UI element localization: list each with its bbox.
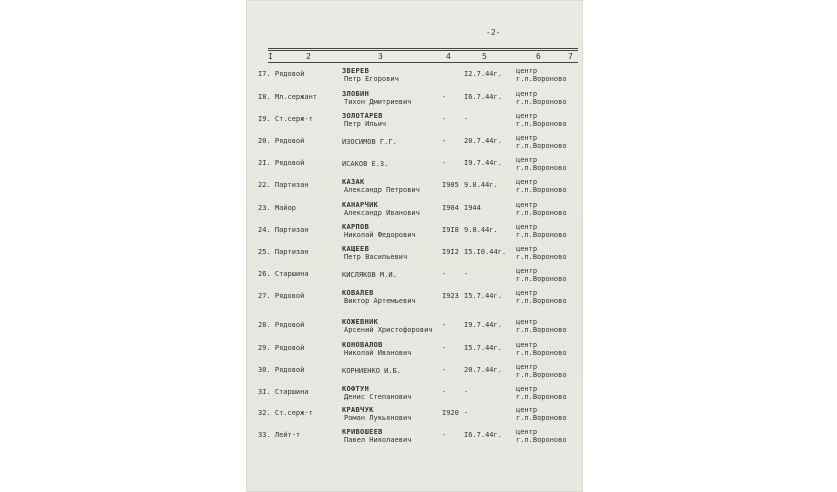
record-burial-locality: г.п.Вороново — [516, 231, 567, 239]
record-burial-place: центр — [516, 90, 538, 98]
record-rank: 27. Рядовой — [258, 292, 305, 300]
record-date: I6.7.44г. — [464, 431, 502, 439]
record-date: 20.7.44г. — [464, 137, 502, 145]
record-row — [246, 363, 583, 385]
record-row — [246, 201, 583, 223]
record-burial-locality: г.п.Вороново — [516, 436, 567, 444]
record-given-name: Николай Иванович — [344, 349, 412, 357]
record-burial-locality: г.п.Вороново — [516, 414, 567, 422]
header-rule-bottom — [268, 62, 578, 63]
record-rank: 26. Старшина — [258, 270, 309, 278]
record-birth-year: - — [442, 431, 447, 439]
record-burial-place: центр — [516, 363, 538, 371]
record-birth-year: - — [442, 137, 447, 145]
record-rank: 23. Майор — [258, 204, 296, 212]
record-birth-year: - — [442, 366, 447, 374]
record-row — [246, 112, 583, 134]
record-rank: 30. Рядовой — [258, 366, 305, 374]
record-row — [246, 341, 583, 363]
page-number: -2- — [486, 28, 501, 37]
record-birth-year: I920 — [442, 409, 459, 417]
record-burial-locality: г.п.Вороново — [516, 186, 567, 194]
record-burial-locality: г.п.Вороново — [516, 349, 567, 357]
header-rule-top — [268, 48, 578, 49]
record-rank: 22. Партизан — [258, 181, 309, 189]
record-burial-place: центр — [516, 178, 538, 186]
record-rank: 32. Ст.серж-т — [258, 409, 313, 417]
record-burial-locality: г.п.Вороново — [516, 75, 567, 83]
record-rank: 20. Рядовой — [258, 137, 305, 145]
record-burial-locality: г.п.Вороново — [516, 297, 567, 305]
record-surname: ЗВЕРЕВ — [342, 67, 370, 75]
record-burial-locality: г.п.Вороново — [516, 120, 567, 128]
record-surname: КОНОВАЛОВ — [342, 341, 383, 349]
record-given-name: Роман Лукьянович — [344, 414, 412, 422]
record-surname: КОФТУН — [342, 385, 370, 393]
record-row — [246, 90, 583, 112]
record-burial-locality: г.п.Вороново — [516, 142, 567, 150]
record-date: I944 — [464, 204, 481, 212]
record-burial-place: центр — [516, 245, 538, 253]
column-number: 6 — [536, 52, 541, 61]
record-given-name: Виктор Артемьевич — [344, 297, 416, 305]
record-date: I9.7.44г. — [464, 159, 502, 167]
record-row — [246, 223, 583, 245]
record-given-name: Петр Васильевич — [344, 253, 408, 261]
record-birth-year: I9I2 — [442, 248, 459, 256]
record-rank: I9. Ст.серж-т — [258, 115, 313, 123]
column-number: 4 — [446, 52, 451, 61]
record-given-name: Петр Ильич — [344, 120, 387, 128]
record-birth-year: I905 — [442, 181, 459, 189]
record-birth-year: - — [442, 344, 447, 352]
record-rank: 2I. Рядовой — [258, 159, 305, 167]
record-burial-locality: г.п.Вороново — [516, 371, 567, 379]
record-surname: КОЖЕВНИК — [342, 318, 379, 326]
record-date: 20.7.44г. — [464, 366, 502, 374]
record-burial-place: центр — [516, 156, 538, 164]
header-rule-top-double — [268, 50, 578, 51]
record-surname: ЗОЛОТАРЕВ — [342, 112, 383, 120]
record-rank: 29. Рядовой — [258, 344, 305, 352]
record-rank: 25. Партизан — [258, 248, 309, 256]
record-birth-year: - — [442, 270, 447, 278]
record-row — [246, 156, 583, 178]
column-number: 7 — [568, 52, 573, 61]
record-row — [246, 385, 583, 407]
record-date: I5.I0.44г. — [464, 248, 507, 256]
record-rank: I7. Рядовой — [258, 70, 305, 78]
record-row — [246, 178, 583, 200]
record-row — [246, 318, 583, 340]
record-date: - — [464, 115, 469, 123]
record-birth-year: - — [442, 321, 447, 329]
record-date: - — [464, 388, 469, 396]
record-row — [246, 267, 583, 289]
record-rank: 28. Рядовой — [258, 321, 305, 329]
record-surname: КИСЛЯКОВ М.И. — [342, 271, 397, 279]
record-rank: 3I. Старшина — [258, 388, 309, 396]
record-given-name: Арсений Христофорович — [344, 326, 433, 334]
column-number: 2 — [306, 52, 311, 61]
record-burial-place: центр — [516, 385, 538, 393]
record-birth-year: - — [442, 115, 447, 123]
record-birth-year: - — [442, 93, 447, 101]
record-surname: КРИВОШЕЕВ — [342, 428, 383, 436]
record-birth-year: I904 — [442, 204, 459, 212]
record-row — [246, 289, 583, 311]
record-birth-year: - — [442, 388, 447, 396]
record-burial-place: центр — [516, 201, 538, 209]
record-surname: КАЩЕЕВ — [342, 245, 370, 253]
record-row — [246, 134, 583, 156]
record-burial-place: центр — [516, 289, 538, 297]
record-rank: 33. Лейт-т — [258, 431, 301, 439]
record-burial-place: центр — [516, 223, 538, 231]
record-birth-year: I9I8 — [442, 226, 459, 234]
record-date: I6.7.44г. — [464, 93, 502, 101]
record-birth-year: - — [442, 159, 447, 167]
column-number: 3 — [378, 52, 383, 61]
document-page — [246, 0, 583, 492]
record-given-name: Александр Иванович — [344, 209, 420, 217]
record-row — [246, 245, 583, 267]
record-burial-place: центр — [516, 67, 538, 75]
record-given-name: Денис Степанович — [344, 393, 412, 401]
record-date: I5.7.44г. — [464, 292, 502, 300]
record-date: I5.7.44г. — [464, 344, 502, 352]
record-date: - — [464, 270, 469, 278]
record-date: 9.8.44г. — [464, 226, 498, 234]
record-burial-place: центр — [516, 267, 538, 275]
record-given-name: Павел Николаевич — [344, 436, 412, 444]
record-burial-place: центр — [516, 318, 538, 326]
record-burial-locality: г.п.Вороново — [516, 275, 567, 283]
record-surname: ЗЛОБИН — [342, 90, 370, 98]
record-burial-locality: г.п.Вороново — [516, 393, 567, 401]
record-date: I2.7.44г. — [464, 70, 502, 78]
record-surname: КОВАЛЕВ — [342, 289, 374, 297]
record-date: - — [464, 409, 469, 417]
record-burial-locality: г.п.Вороново — [516, 209, 567, 217]
record-given-name: Тихон Дмитриевич — [344, 98, 412, 106]
record-surname: ИЗОСИМОВ Г.Г. — [342, 138, 397, 146]
record-burial-place: центр — [516, 341, 538, 349]
record-burial-locality: г.п.Вороново — [516, 164, 567, 172]
record-date: I9.7.44г. — [464, 321, 502, 329]
record-row — [246, 428, 583, 450]
record-given-name: Александр Петрович — [344, 186, 420, 194]
record-row — [246, 406, 583, 428]
column-number: 5 — [482, 52, 487, 61]
record-burial-locality: г.п.Вороново — [516, 253, 567, 261]
record-rank: I8. Мл.сержант — [258, 93, 318, 101]
record-burial-place: центр — [516, 134, 538, 142]
record-given-name: Петр Егорович — [344, 75, 399, 83]
record-burial-place: центр — [516, 428, 538, 436]
record-burial-locality: г.п.Вороново — [516, 326, 567, 334]
record-surname: КОРНИЕНКО И.Б. — [342, 367, 402, 375]
record-surname: КАНАРЧИК — [342, 201, 379, 209]
record-surname: КРАВЧУК — [342, 406, 374, 414]
record-birth-year: I923 — [442, 292, 459, 300]
record-rank: 24. Партизан — [258, 226, 309, 234]
column-number: I — [268, 52, 273, 61]
record-burial-locality: г.п.Вороново — [516, 98, 567, 106]
record-burial-place: центр — [516, 406, 538, 414]
record-surname: КАРПОВ — [342, 223, 370, 231]
record-surname: КАЗАК — [342, 178, 365, 186]
record-burial-place: центр — [516, 112, 538, 120]
record-surname: ИСАКОВ Е.З. — [342, 160, 389, 168]
record-given-name: Николай Федорович — [344, 231, 416, 239]
record-date: 9.8.44г. — [464, 181, 498, 189]
record-row — [246, 67, 583, 89]
